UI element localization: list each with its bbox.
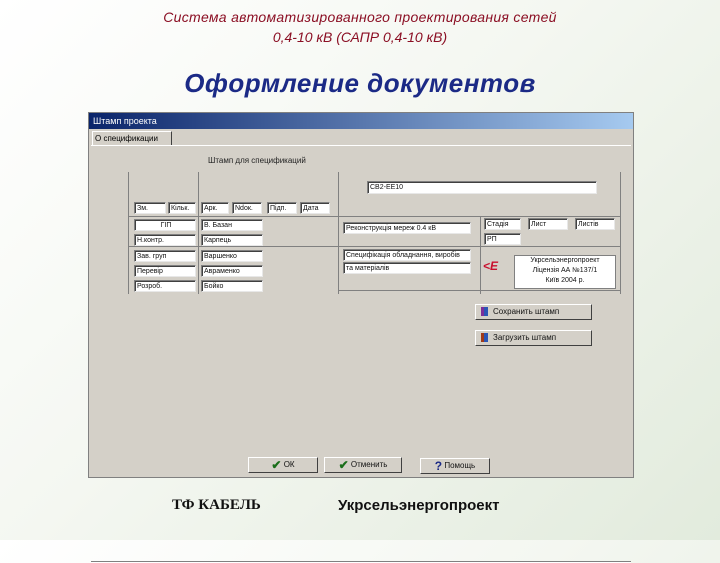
grid-line (128, 216, 620, 217)
object-name-field[interactable]: Реконструкція мереж 0.4 кВ (343, 222, 471, 234)
cancel-button[interactable] (324, 457, 402, 473)
footer-left: ТФ КАБЕЛЬ (172, 497, 261, 513)
grid-line (480, 216, 481, 294)
grid-line (620, 172, 621, 294)
name-field-4[interactable]: Авраменко (201, 265, 263, 277)
code-field[interactable]: СВ2-ЕЕ10 (367, 181, 597, 194)
header-sheet-field[interactable]: Арк. (201, 202, 229, 214)
name-field-2[interactable]: Карпець (201, 234, 263, 246)
org-name: Укрсельэнергопроект (530, 257, 600, 264)
stamp-caption: Штамп для спецификаций (208, 156, 306, 165)
org-license: Ліцензія АА №137/1 (532, 267, 598, 274)
grid-line (198, 172, 199, 294)
slide-heading: Оформление документов (184, 68, 536, 98)
role-field-2[interactable]: Н.контр. (134, 234, 196, 246)
header-change-field[interactable]: Зм. (134, 202, 166, 214)
doc-name-field-2[interactable]: та матеріалів (343, 262, 471, 274)
sheet-label-field[interactable]: Лист (528, 218, 568, 230)
ok-label: ОК (283, 460, 295, 470)
doc-name-field-1[interactable]: Специфікація обладнання, виробів (343, 249, 471, 261)
role-field-3[interactable]: Зав. груп (134, 250, 196, 262)
footer-right: Укрсельэнергопроект (338, 497, 500, 514)
load-stamp-button[interactable] (475, 330, 592, 346)
slide-title-line2: 0,4-10 кВ (САПР 0,4-10 кВ) (272, 29, 448, 45)
header-docno-field[interactable]: Ndок. (232, 202, 262, 214)
header-date-field[interactable]: Дата (300, 202, 330, 214)
grid-line (128, 172, 129, 294)
stage-label-field[interactable]: Стадія (484, 218, 521, 230)
save-stamp-button[interactable] (475, 304, 592, 320)
header-sign-field[interactable]: Підп. (267, 202, 297, 214)
help-question-icon: ? (434, 459, 443, 473)
load-icon (481, 333, 488, 342)
role-field-5[interactable]: Розроб. (134, 280, 196, 292)
check-icon: ✔ (271, 458, 282, 472)
grid-line (338, 172, 339, 294)
tab-specification[interactable]: О спецификации (92, 131, 172, 146)
name-field-5[interactable]: Бойко (201, 280, 263, 292)
slide-title-line1: Система автоматизированного проектирования сетей (163, 9, 557, 25)
stamp-dialog (88, 112, 634, 478)
grid-line (128, 246, 620, 247)
org-logo: <E (483, 259, 499, 273)
help-button[interactable] (420, 458, 490, 474)
cancel-label: Отменить (350, 460, 388, 470)
org-box (514, 255, 616, 289)
header-qty-field[interactable]: Кільк. (168, 202, 196, 214)
stage-value-field[interactable]: РП (484, 233, 521, 245)
help-label: Помощь (444, 461, 476, 471)
name-field-3[interactable]: Варшенко (201, 250, 263, 262)
save-icon (481, 307, 488, 316)
sheets-label-field[interactable]: Листів (575, 218, 615, 230)
role-field-1[interactable]: ГІП (134, 219, 196, 231)
load-stamp-label: Загрузить штамп (493, 333, 557, 342)
dialog-titlebar[interactable]: Штамп проекта (89, 113, 633, 129)
role-field-4[interactable]: Перевір (134, 265, 196, 277)
ok-button[interactable] (248, 457, 318, 473)
check-icon: ✔ (338, 458, 349, 472)
grid-line (338, 290, 620, 291)
save-stamp-label: Сохранить штамп (493, 307, 560, 316)
org-city-year: Київ 2004 р. (545, 277, 585, 284)
name-field-1[interactable]: В. Базан (201, 219, 263, 231)
